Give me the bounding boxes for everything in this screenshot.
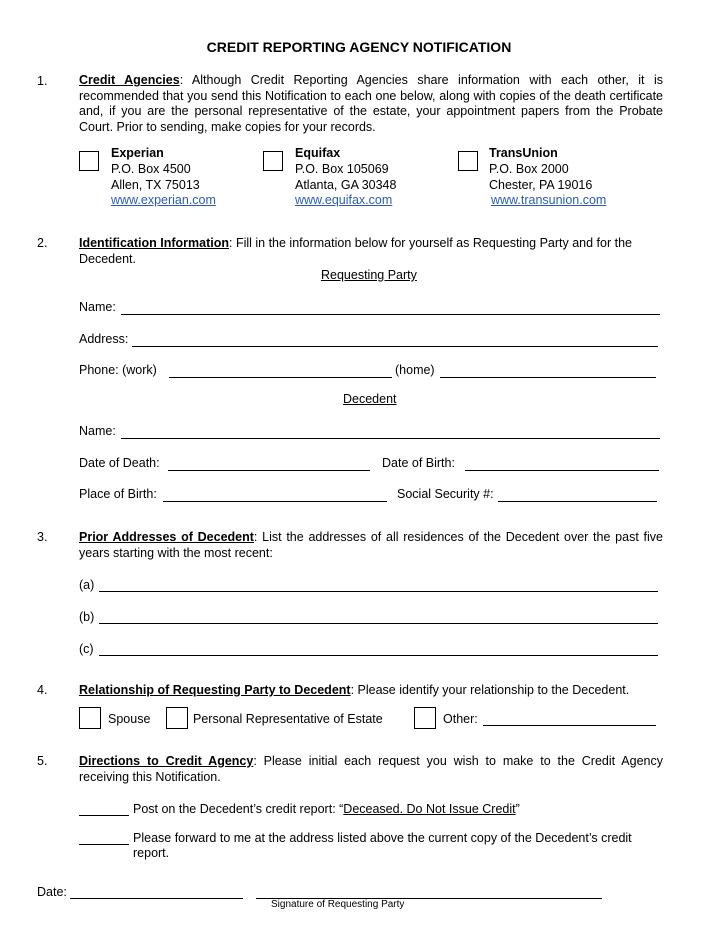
section-3-body: : List the addresses of all residences of the Decedent over the past five years starting with the most recent:: [79, 530, 663, 560]
date-of-death-label: Date of Death:: [79, 456, 160, 470]
prior-address-a-label: (a): [79, 578, 95, 592]
personal-representative-checkbox[interactable]: [166, 707, 188, 729]
agency-link[interactable]: www.equifax.com: [295, 193, 393, 208]
date-of-birth-label: Date of Birth:: [382, 456, 455, 470]
agency-address-line: Chester, PA 19016: [489, 177, 593, 192]
date-of-birth-field[interactable]: [465, 470, 659, 471]
decedent-name-field[interactable]: [121, 438, 660, 439]
section-number: 2.: [37, 236, 48, 250]
agency-address-line: Allen, TX 75013: [111, 177, 200, 192]
phone-home-field[interactable]: [440, 377, 656, 378]
agency-link[interactable]: www.experian.com: [111, 193, 216, 208]
agency-address-line: P.O. Box 4500: [111, 161, 191, 176]
section-number: 3.: [37, 530, 48, 544]
section-5-body: : Please initial each request you wish to make to the Credit Agency receiving this Notification.: [79, 754, 663, 784]
name-label: Name:: [79, 300, 116, 314]
section-5-text: [79, 754, 663, 785]
section-number: 1.: [37, 74, 48, 88]
section-4-heading: Relationship of Requesting Party to Decedent: [79, 683, 351, 697]
section-1-body: : Although Credit Reporting Agencies share information with each other, it is recommended that you send this Notification to each one below, along with copies of the death certificate and, if you are the personal representative of the estate, your appointment papers from the Probate Court. Prior to sending, make copies for your records.: [79, 73, 663, 134]
request-1-quote: Deceased. Do Not Issue Credit: [343, 802, 516, 816]
address-field[interactable]: [132, 346, 658, 347]
decedent-name-label: Name:: [79, 424, 116, 438]
section-number: 5.: [37, 754, 48, 768]
section-4-body: : Please identify your relationship to the Decedent.: [350, 683, 630, 697]
prior-address-b-label: (b): [79, 610, 95, 624]
date-field[interactable]: [70, 898, 243, 899]
date-label: Date:: [37, 885, 67, 899]
section-1-text: [79, 73, 663, 135]
agency-transunion: [489, 146, 606, 209]
date-of-death-field[interactable]: [168, 470, 370, 471]
agency-link[interactable]: www.transunion.com: [491, 193, 607, 208]
agency-name: Equifax: [295, 146, 341, 160]
prior-address-b-field[interactable]: [99, 623, 658, 624]
ssn-label: Social Security #:: [397, 487, 494, 501]
place-of-birth-label: Place of Birth:: [79, 487, 157, 501]
prior-address-a-field[interactable]: [99, 591, 658, 592]
section-2-body: : Fill in the information below for yourself as Requesting Party and for the Decedent.: [79, 236, 632, 266]
other-label: Other:: [443, 712, 478, 726]
agency-address-line: P.O. Box 105069: [295, 161, 389, 176]
agency-address-line: P.O. Box 2000: [489, 161, 569, 176]
section-2-heading: Identification Information: [79, 236, 229, 250]
phone-work-field[interactable]: [169, 377, 392, 378]
equifax-checkbox[interactable]: [263, 151, 283, 171]
place-of-birth-field[interactable]: [163, 501, 387, 502]
agency-experian: [111, 146, 216, 209]
ssn-field[interactable]: [498, 501, 657, 502]
prior-address-c-label: (c): [79, 642, 94, 656]
spouse-checkbox[interactable]: [79, 707, 101, 729]
phone-home-label: (home): [395, 363, 435, 377]
section-5-heading: Directions to Credit Agency: [79, 754, 254, 768]
section-3-heading: Prior Addresses of Decedent: [79, 530, 254, 544]
agency-name: TransUnion: [489, 146, 558, 160]
section-4-text: [79, 683, 663, 699]
address-label: Address:: [79, 332, 129, 346]
agency-address-line: Atlanta, GA 30348: [295, 177, 397, 192]
personal-representative-label: Personal Representative of Estate: [193, 712, 383, 726]
section-number: 4.: [37, 683, 48, 697]
section-1-heading: Credit Agencies: [79, 73, 180, 87]
request-2-text: Please forward to me at the address listed above the current copy of the Decedent’s credit report.: [133, 831, 632, 861]
other-checkbox[interactable]: [414, 707, 436, 729]
prior-address-c-field[interactable]: [99, 655, 658, 656]
agency-name: Experian: [111, 146, 164, 160]
spouse-label: Spouse: [108, 712, 151, 726]
page-title: CREDIT REPORTING AGENCY NOTIFICATION: [206, 39, 512, 55]
initial-field-2[interactable]: [79, 844, 129, 845]
name-field[interactable]: [121, 314, 660, 315]
signature-caption: Signature of Requesting Party: [271, 899, 405, 910]
request-1-prefix: Post on the Decedent’s credit report: “: [133, 802, 344, 816]
request-1-suffix: ”: [515, 802, 520, 816]
decedent-heading: Decedent: [343, 392, 397, 406]
section-3-text: [79, 530, 663, 561]
agency-equifax: [295, 146, 396, 209]
request-1-text: [133, 802, 520, 816]
requesting-party-heading: Requesting Party: [321, 268, 417, 282]
experian-checkbox[interactable]: [79, 151, 99, 171]
transunion-checkbox[interactable]: [458, 151, 478, 171]
phone-work-label: Phone: (work): [79, 363, 157, 377]
initial-field-1[interactable]: [79, 815, 129, 816]
section-2-text: [79, 236, 663, 267]
other-field[interactable]: [483, 725, 656, 726]
